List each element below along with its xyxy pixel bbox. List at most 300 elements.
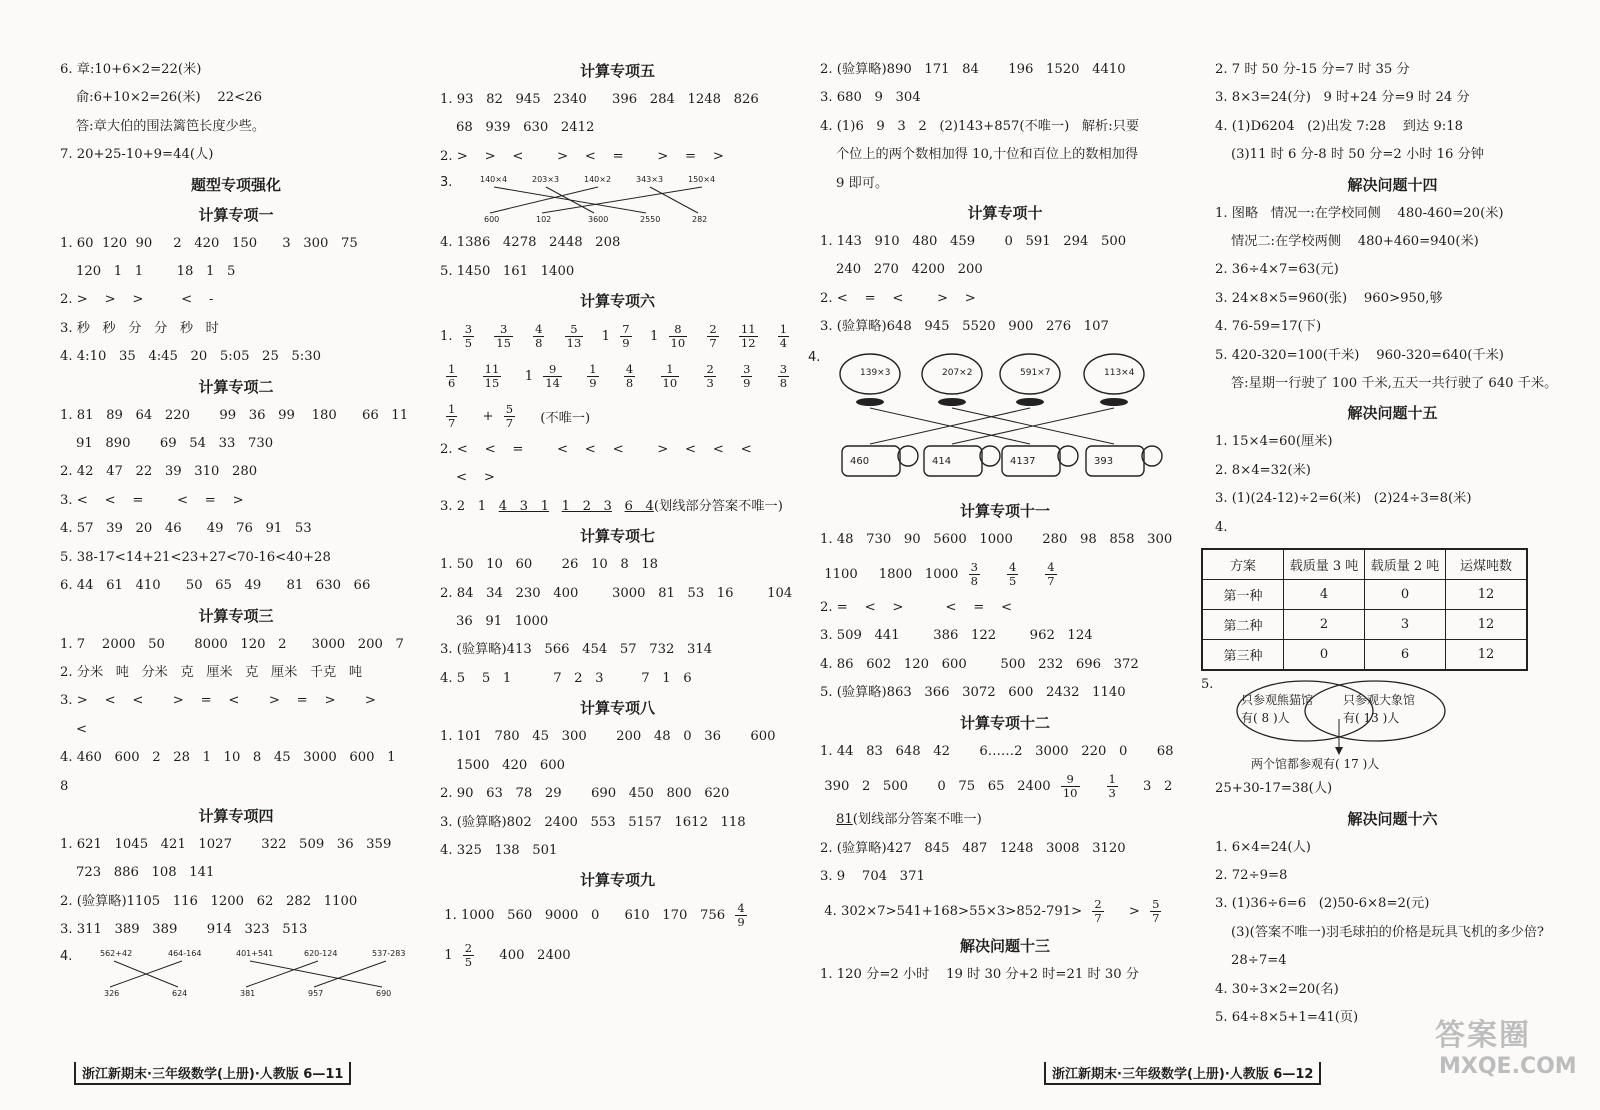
section-heading: 计算专项六 [579, 292, 655, 311]
fraction [707, 323, 718, 350]
answer-line: 1. 81 89 64 220 99 36 99 180 66 11 [60, 407, 409, 423]
table-cell: 12 [1446, 580, 1528, 610]
answer-line: 2. < = < > > [820, 290, 976, 306]
answer-text: 1 [597, 328, 615, 344]
section-heading: 计算专项七 [579, 527, 655, 546]
answer-line: 68 939 630 2412 [456, 120, 595, 136]
table-header-row [1202, 549, 1527, 580]
fraction-numerator: 3 [970, 559, 978, 574]
expression-label: 562+42 [100, 948, 133, 958]
fraction-denominator: 9 [737, 914, 745, 929]
answer-line: 1. 93 82 945 2340 396 284 1248 826 [440, 92, 759, 107]
matching-diagram [60, 945, 412, 1003]
answer-line: 723 886 108 141 [76, 865, 215, 881]
answer-line: 2. = < > < = < [820, 600, 1013, 616]
fraction [778, 323, 789, 350]
bird-expression: 113×4 [1104, 367, 1135, 378]
fraction-denominator: 9 [743, 375, 751, 390]
answer-line: 3. > < < > = < > = > > [60, 693, 376, 709]
fraction-numerator: 8 [669, 323, 688, 337]
table-cell: 0 [1365, 580, 1446, 610]
fraction-denominator: 3 [706, 375, 714, 390]
matching-line [546, 187, 594, 213]
answer-text: 1. 1000 560 9000 0 610 170 756 [440, 907, 730, 923]
answer-text: 1 [520, 368, 538, 384]
fraction-numerator: 9 [543, 363, 562, 377]
table-header-cell: 载质量 2 吨 [1365, 549, 1446, 580]
table-cell: 第三种 [1202, 640, 1284, 671]
section-heading: 计算专项十 [967, 204, 1043, 223]
fraction-numerator: 2 [1094, 896, 1102, 911]
answer-line: 2. 72÷9=8 [1215, 867, 1288, 883]
fraction-denominator: 13 [566, 335, 582, 350]
answer-line: 答:章大伯的围法篱笆长度少些。 [76, 118, 266, 134]
answer-line: 4. 1386 4278 2448 208 [440, 235, 621, 251]
matching-line [650, 187, 698, 213]
fraction [778, 363, 789, 390]
fraction [565, 323, 584, 350]
fraction-numerator: 5 [565, 323, 584, 337]
fraction [446, 363, 457, 390]
section-heading: 解决问题十五 [1347, 404, 1438, 423]
fraction-numerator: 11 [484, 361, 500, 376]
fraction-denominator: 8 [535, 335, 543, 350]
answer-line: 4. 460 600 2 28 1 10 8 45 3000 600 1 [60, 750, 396, 766]
fraction-denominator: 9 [622, 335, 630, 350]
answer-line: 91 890 69 54 33 730 [76, 436, 274, 452]
fraction-numerator: 3 [464, 321, 473, 336]
answer-line: 2. (验算略)1105 116 1200 62 282 1100 [60, 893, 358, 909]
result-label: 282 [692, 215, 708, 225]
fraction [704, 363, 715, 390]
answer-line: 5. 64÷8×5+1=41(页) [1215, 1009, 1359, 1025]
matching-line [490, 187, 598, 213]
plan-table-wrap [1215, 548, 1570, 671]
fraction [620, 323, 631, 350]
caterpillar-head [1058, 446, 1078, 466]
expression-label: 343×3 [636, 175, 664, 185]
answer-line: 2. < < = < < < > < < < [440, 442, 752, 458]
answer-line: 2. 42 47 22 39 310 280 [60, 464, 258, 480]
answer-line: 4. 5 5 1 7 2 3 7 1 6 [440, 670, 692, 686]
table-row [1202, 640, 1527, 671]
column-4 [1201, 56, 1570, 1032]
bird-feet [1100, 398, 1128, 406]
expression-label: 620-124 [304, 948, 338, 958]
answer-line: 2. (验算略)890 171 84 196 1520 4410 [820, 62, 1126, 77]
fraction [1107, 773, 1118, 800]
expression-label: 140×2 [584, 175, 612, 185]
answer-line: 6. 章:10+6×2=22(米) [60, 62, 202, 77]
venn-left-val: 有( 8 )人 [1241, 711, 1290, 726]
answer-line: 25+30-17=38(人) [1215, 781, 1333, 797]
expression-label: 203×3 [532, 175, 560, 185]
answer-line: 4. (1)6 9 3 2 (2)143+857(不唯一) 解析:只要 [820, 118, 1140, 134]
fraction [1061, 773, 1080, 800]
answer-line: 1500 420 600 [456, 757, 566, 773]
answer-text: 1 [440, 947, 457, 963]
fraction-row [440, 895, 795, 935]
section-heading: 计算专项十一 [959, 501, 1050, 520]
fraction-numerator: 1 [779, 321, 788, 336]
table-cell: 12 [1446, 610, 1528, 640]
answer-line: 3. (验算略)802 2400 553 5157 1612 118 [440, 814, 746, 830]
answer-line: 4. 4:10 35 4:45 20 5:05 25 5:30 [60, 349, 322, 365]
answer-line: 2. 90 63 78 29 690 450 800 620 [440, 786, 730, 802]
table-header-cell: 运煤吨数 [1446, 549, 1528, 580]
answer-line: 答:星期一行驶了 100 千米,五天一共行驶了 640 千米。 [1231, 376, 1558, 392]
answer-line: 1. 15×4=60(厘米) [1215, 434, 1333, 450]
fraction [504, 403, 515, 430]
answer-line: < > [456, 470, 495, 486]
fraction-numerator: 1 [1108, 771, 1116, 786]
answer-text: 1 [645, 328, 663, 344]
fraction-numerator: 3 [743, 361, 751, 376]
result-label: 690 [376, 988, 392, 998]
answer-line: 240 270 4200 200 [836, 262, 983, 278]
fraction-numerator: 3 [494, 323, 513, 337]
answer-line: 1. 120 分=2 小时 19 时 30 分+2 时=21 时 30 分 [820, 967, 1139, 983]
bird-feet [938, 398, 966, 406]
section-heading: 计算专项八 [579, 699, 655, 718]
answer-line: 7. 20+25-10+9=44(人) [60, 147, 214, 163]
venn-right-text: 只参观大象馆 [1343, 693, 1416, 708]
section-heading: 解决问题十三 [959, 937, 1050, 956]
fraction [543, 363, 562, 390]
section-heading: 计算专项二 [198, 377, 274, 396]
result-label: 326 [104, 988, 120, 998]
fraction [739, 323, 758, 350]
answer-text: 1100 1800 1000 [820, 566, 963, 582]
answer-text: (不唯一) [536, 410, 595, 426]
fraction-denominator: 7 [1094, 910, 1102, 925]
venn-arrowhead [1335, 747, 1343, 755]
table-cell: 0 [1284, 640, 1365, 671]
answer-line: 1. 101 780 45 300 200 48 0 36 600 [440, 729, 776, 745]
table-cell: 第一种 [1202, 580, 1284, 610]
fraction-denominator: 7 [1152, 910, 1160, 925]
fraction-denominator: 7 [448, 415, 456, 430]
watermark-logo: 答案圈 [1435, 1018, 1531, 1053]
section-heading: 解决问题十四 [1347, 175, 1438, 194]
answer-text: > [1124, 903, 1145, 919]
fraction-numerator: 2 [464, 940, 473, 955]
fraction-denominator: 9 [589, 375, 597, 390]
fraction [463, 942, 474, 969]
fraction-denominator: 8 [779, 375, 788, 390]
expression-label: 140×4 [480, 175, 508, 185]
answer-line: 3. 9 704 371 [820, 868, 925, 884]
fraction-row [440, 396, 795, 436]
answer-text: (划线部分答案不唯一) [852, 812, 982, 828]
answer-text: + [478, 408, 498, 424]
fraction-numerator: 11 [740, 321, 756, 336]
answer-text: 390 2 500 0 75 65 2400 [820, 778, 1055, 794]
section-heading: 计算专项九 [579, 871, 655, 890]
section-heading: 计算专项十二 [959, 713, 1050, 732]
fraction-denominator: 10 [670, 335, 686, 350]
answer-line: 4. 76-59=17(下) [1215, 319, 1322, 335]
fraction-denominator: 7 [709, 335, 717, 350]
fraction-numerator: 2 [709, 321, 717, 336]
fraction-row [440, 935, 795, 975]
table-cell: 12 [1446, 640, 1528, 671]
fraction-denominator: 8 [625, 375, 634, 390]
answer-line: 3. (1)(24-12)÷2=6(米) (2)24÷3=8(米) [1215, 491, 1472, 507]
table-header-cell: 载质量 3 吨 [1284, 549, 1365, 580]
column-3 [808, 56, 1190, 990]
fraction-numerator: 1 [661, 363, 680, 377]
caterpillar-head [980, 446, 1000, 466]
answer-line: 2. (验算略)427 845 487 1248 3008 3120 [820, 840, 1126, 856]
footer-left: 浙江新期末·三年级数学(上册)·人教版 6—11 [74, 1062, 351, 1085]
fraction-denominator: 3 [1108, 785, 1116, 800]
item-number: 3. [440, 175, 453, 191]
fraction-numerator: 1 [448, 401, 456, 416]
answer-line: 3. (1)36÷6=6 (2)50-6×8=2(元) [1215, 896, 1430, 912]
table-cell: 4 [1284, 580, 1365, 610]
answer-line: 4. [1215, 519, 1228, 535]
fraction-denominator: 15 [484, 375, 500, 390]
answer-text: 3 2 [1138, 778, 1177, 794]
answer-line: 4. (1)D6204 (2)出发 7:28 到达 9:18 [1215, 118, 1463, 134]
fraction [483, 363, 502, 390]
answer-line: 36 91 1000 [456, 614, 549, 630]
answer-line: 4. 325 138 501 [440, 842, 558, 858]
answer-line: 1. 图略 情况一:在学校同侧 480-460=20(米) [1215, 205, 1504, 221]
item-number: 4. [60, 948, 73, 964]
answer-text: 4. 302×7>541+168>55×3>852-791> [820, 903, 1087, 919]
footer-right: 浙江新期末·三年级数学(上册)·人教版 6—12 [1044, 1062, 1321, 1085]
answer-line: 5. (验算略)863 366 3072 600 2432 1140 [820, 685, 1126, 701]
matching-line [246, 961, 318, 987]
fraction-denominator: 8 [970, 573, 978, 588]
fraction-row [820, 554, 1190, 594]
table-cell: 第二种 [1202, 610, 1284, 640]
matching-line [250, 961, 382, 987]
answer-line: 3. 8×3=24(分) 9 时+24 分=9 时 24 分 [1215, 90, 1470, 106]
fraction-denominator: 4 [779, 335, 788, 350]
fraction-row [820, 766, 1190, 806]
answer-line: (3)(答案不唯一)羽毛球拍的价格是玩具飞机的多少倍? [1231, 924, 1544, 940]
answer-line [820, 806, 1190, 834]
fraction [669, 323, 688, 350]
plan-table [1201, 548, 1528, 671]
expression-label: 464-164 [168, 948, 202, 958]
fraction-numerator: 2 [706, 361, 714, 376]
underlined-answer: 1 2 3 [561, 498, 612, 514]
bird-expression: 591×7 [1020, 367, 1051, 378]
result-label: 2550 [640, 215, 661, 225]
answer-line: 4. 86 602 120 600 500 232 696 372 [820, 656, 1139, 672]
table-header-cell: 方案 [1202, 549, 1284, 580]
item-number: 1. [440, 328, 457, 344]
venn-diagram [1201, 677, 1570, 775]
answer-text: (划线部分答案不唯一) [653, 498, 783, 514]
expression-label: 150×4 [688, 175, 716, 185]
bird-feet [856, 398, 884, 406]
item-number: 5. [1201, 677, 1214, 693]
section-heading: 计算专项一 [198, 205, 274, 224]
caterpillar-value: 4137 [1010, 455, 1036, 467]
fraction-numerator: 4 [625, 361, 634, 376]
bird-expression: 139×3 [860, 367, 891, 378]
answer-line: 个位上的两个数相加得 10,十位和百位上的数相加得 [836, 147, 1139, 163]
answer-line: 3. 680 9 304 [820, 90, 921, 106]
fraction [494, 323, 513, 350]
caterpillar-value: 460 [850, 455, 870, 467]
matching-line [314, 961, 386, 987]
fraction-denominator: 10 [1062, 785, 1078, 800]
caterpillar-value: 414 [932, 455, 952, 467]
answer-line: 4. 57 39 20 46 49 76 91 53 [60, 521, 312, 537]
watermark-url: MXQE.COM [1439, 1054, 1577, 1079]
fraction [533, 323, 544, 350]
fraction-row [440, 356, 795, 396]
fraction-numerator: 7 [622, 321, 630, 336]
fraction-denominator: 15 [496, 335, 511, 350]
answer-line: 3. 311 389 389 914 323 513 [60, 922, 308, 938]
answer-line: 5. 1450 161 1400 [440, 263, 575, 279]
fraction [624, 363, 635, 390]
section-heading: 计算专项三 [198, 606, 274, 625]
answer-line: 1. 143 910 480 459 0 591 294 500 [820, 234, 1127, 250]
result-label: 624 [172, 988, 188, 998]
answer-line: 1. 44 83 648 42 6……2 3000 220 0 68 [820, 743, 1174, 759]
section-heading: 解决问题十六 [1347, 809, 1438, 828]
answer-line: 3. < < = < = > [60, 492, 244, 508]
fraction-denominator: 10 [662, 375, 678, 390]
result-label: 102 [536, 215, 552, 225]
answer-line: < [76, 721, 88, 737]
fraction-denominator: 7 [1047, 573, 1055, 588]
result-label: 381 [240, 988, 256, 998]
bird-matching-diagram [808, 346, 1190, 496]
fraction [1092, 898, 1103, 925]
answer-line: 2. 36÷4×7=63(元) [1215, 262, 1339, 278]
answer-line: 1. 6×4=24(人) [1215, 839, 1311, 855]
fraction-numerator: 3 [779, 361, 788, 376]
answer-line: 2. 8×4=32(米) [1215, 462, 1311, 478]
answer-line [440, 493, 795, 521]
fraction-row [440, 316, 795, 356]
answer-line: 3. 509 441 386 122 962 124 [820, 628, 1093, 644]
fraction-denominator: 12 [740, 335, 756, 350]
table-cell: 3 [1365, 610, 1446, 640]
fraction-numerator: 4 [1047, 559, 1055, 574]
answer-line: 2. 84 34 230 400 3000 81 53 16 104 [440, 585, 793, 601]
fraction-denominator: 6 [448, 375, 456, 390]
result-label: 957 [308, 988, 324, 998]
table-cell: 2 [1284, 610, 1365, 640]
answer-line: 2. > > < > < = > = > [440, 148, 724, 164]
answer-line: 1. 48 730 90 5600 1000 280 98 858 300 [820, 531, 1173, 547]
answer-line: 2. 分米 吨 分米 克 厘米 克 厘米 千克 吨 [60, 664, 363, 680]
answer-line: 8 [60, 778, 69, 794]
answer-line: 120 1 1 18 1 5 [76, 264, 236, 280]
fraction-numerator: 9 [1061, 773, 1080, 787]
section-heading: 计算专项五 [579, 62, 655, 80]
venn-right-val: 有( 13 )人 [1343, 711, 1400, 726]
caterpillar-value: 393 [1094, 455, 1114, 467]
answer-text: 400 2400 [495, 947, 575, 963]
answer-line: (3)11 时 6 分-8 时 50 分=2 小时 16 分钟 [1231, 147, 1484, 163]
fraction-row [820, 891, 1190, 931]
answer-line: 俞:6+10×2=26(米) 22<26 [76, 90, 262, 106]
column-1 [60, 56, 412, 1003]
item-number: 4. [808, 349, 821, 365]
answer-line: 1. 60 120 90 2 420 150 3 300 75 [60, 235, 358, 251]
underlined-answer: 81 [836, 812, 853, 828]
expression-label: 537-283 [372, 948, 406, 958]
venn-left-text: 只参观熊猫馆 [1241, 693, 1314, 708]
answer-line: 5. 38-17<14+21<23+27<70-16<40+28 [60, 549, 331, 565]
underlined-answer: 6 4 [624, 498, 654, 514]
fraction [741, 363, 752, 390]
section-heading: 题型专项强化 [190, 175, 281, 194]
fraction-numerator: 1 [448, 361, 456, 376]
fraction-numerator: 4 [737, 900, 745, 915]
answer-line: 情况二:在学校两侧 480+460=940(米) [1231, 234, 1479, 250]
fraction [463, 323, 474, 350]
underlined-answer: 4 3 1 [498, 498, 550, 514]
fraction [1150, 898, 1161, 925]
venn-both: 两个馆都参观有( 17 )人 [1251, 757, 1380, 772]
section-heading: 计算专项四 [198, 806, 274, 825]
fraction [661, 363, 680, 390]
fraction-numerator: 1 [589, 361, 597, 376]
matching-line [110, 961, 182, 987]
answer-line: 6. 44 61 410 50 65 49 81 630 66 [60, 578, 371, 594]
bird-expression: 207×2 [942, 367, 973, 378]
answer-line: 3. (验算略)413 566 454 57 732 314 [440, 642, 713, 658]
fraction-numerator: 5 [505, 401, 514, 416]
caterpillar-head [1142, 446, 1162, 466]
fraction [735, 902, 746, 929]
fraction [1007, 561, 1018, 588]
fraction-denominator: 7 [505, 415, 514, 430]
answer-text [612, 499, 625, 514]
answer-line: 1. 7 2000 50 8000 120 2 3000 200 7 [60, 636, 404, 652]
answer-text: 3. 2 1 [440, 498, 499, 514]
bird-feet [1016, 398, 1044, 406]
answer-line: 3. 秒 秒 分 分 秒 时 [60, 320, 219, 336]
result-label: 3600 [588, 215, 609, 225]
expression-label: 401+541 [236, 948, 274, 958]
answer-line: 3. 24×8×5=960(张) 960>950,够 [1215, 290, 1443, 306]
watermark [1435, 1010, 1585, 1100]
fraction [587, 363, 598, 390]
fraction-denominator: 14 [545, 375, 560, 390]
table-row [1202, 610, 1527, 640]
fraction [446, 403, 457, 430]
fraction-numerator: 4 [535, 321, 543, 336]
fraction-denominator: 5 [464, 335, 473, 350]
table-cell: 6 [1365, 640, 1446, 671]
answer-line: 5. 420-320=100(千米) 960-320=640(千米) [1215, 347, 1504, 363]
result-label: 600 [484, 215, 500, 225]
answer-text [549, 499, 562, 514]
answer-line: 28÷7=4 [1231, 953, 1287, 969]
fraction-numerator: 4 [1008, 559, 1017, 574]
fraction-numerator: 5 [1152, 896, 1160, 911]
answer-line: 1. 621 1045 421 1027 322 509 36 359 [60, 836, 392, 852]
matching-diagram [440, 171, 795, 229]
answer-line: 2. > > > < - [60, 292, 214, 308]
fraction-denominator: 5 [1008, 573, 1017, 588]
answer-line: 4. 30÷3×2=20(名) [1215, 981, 1339, 997]
fraction [1045, 561, 1056, 588]
